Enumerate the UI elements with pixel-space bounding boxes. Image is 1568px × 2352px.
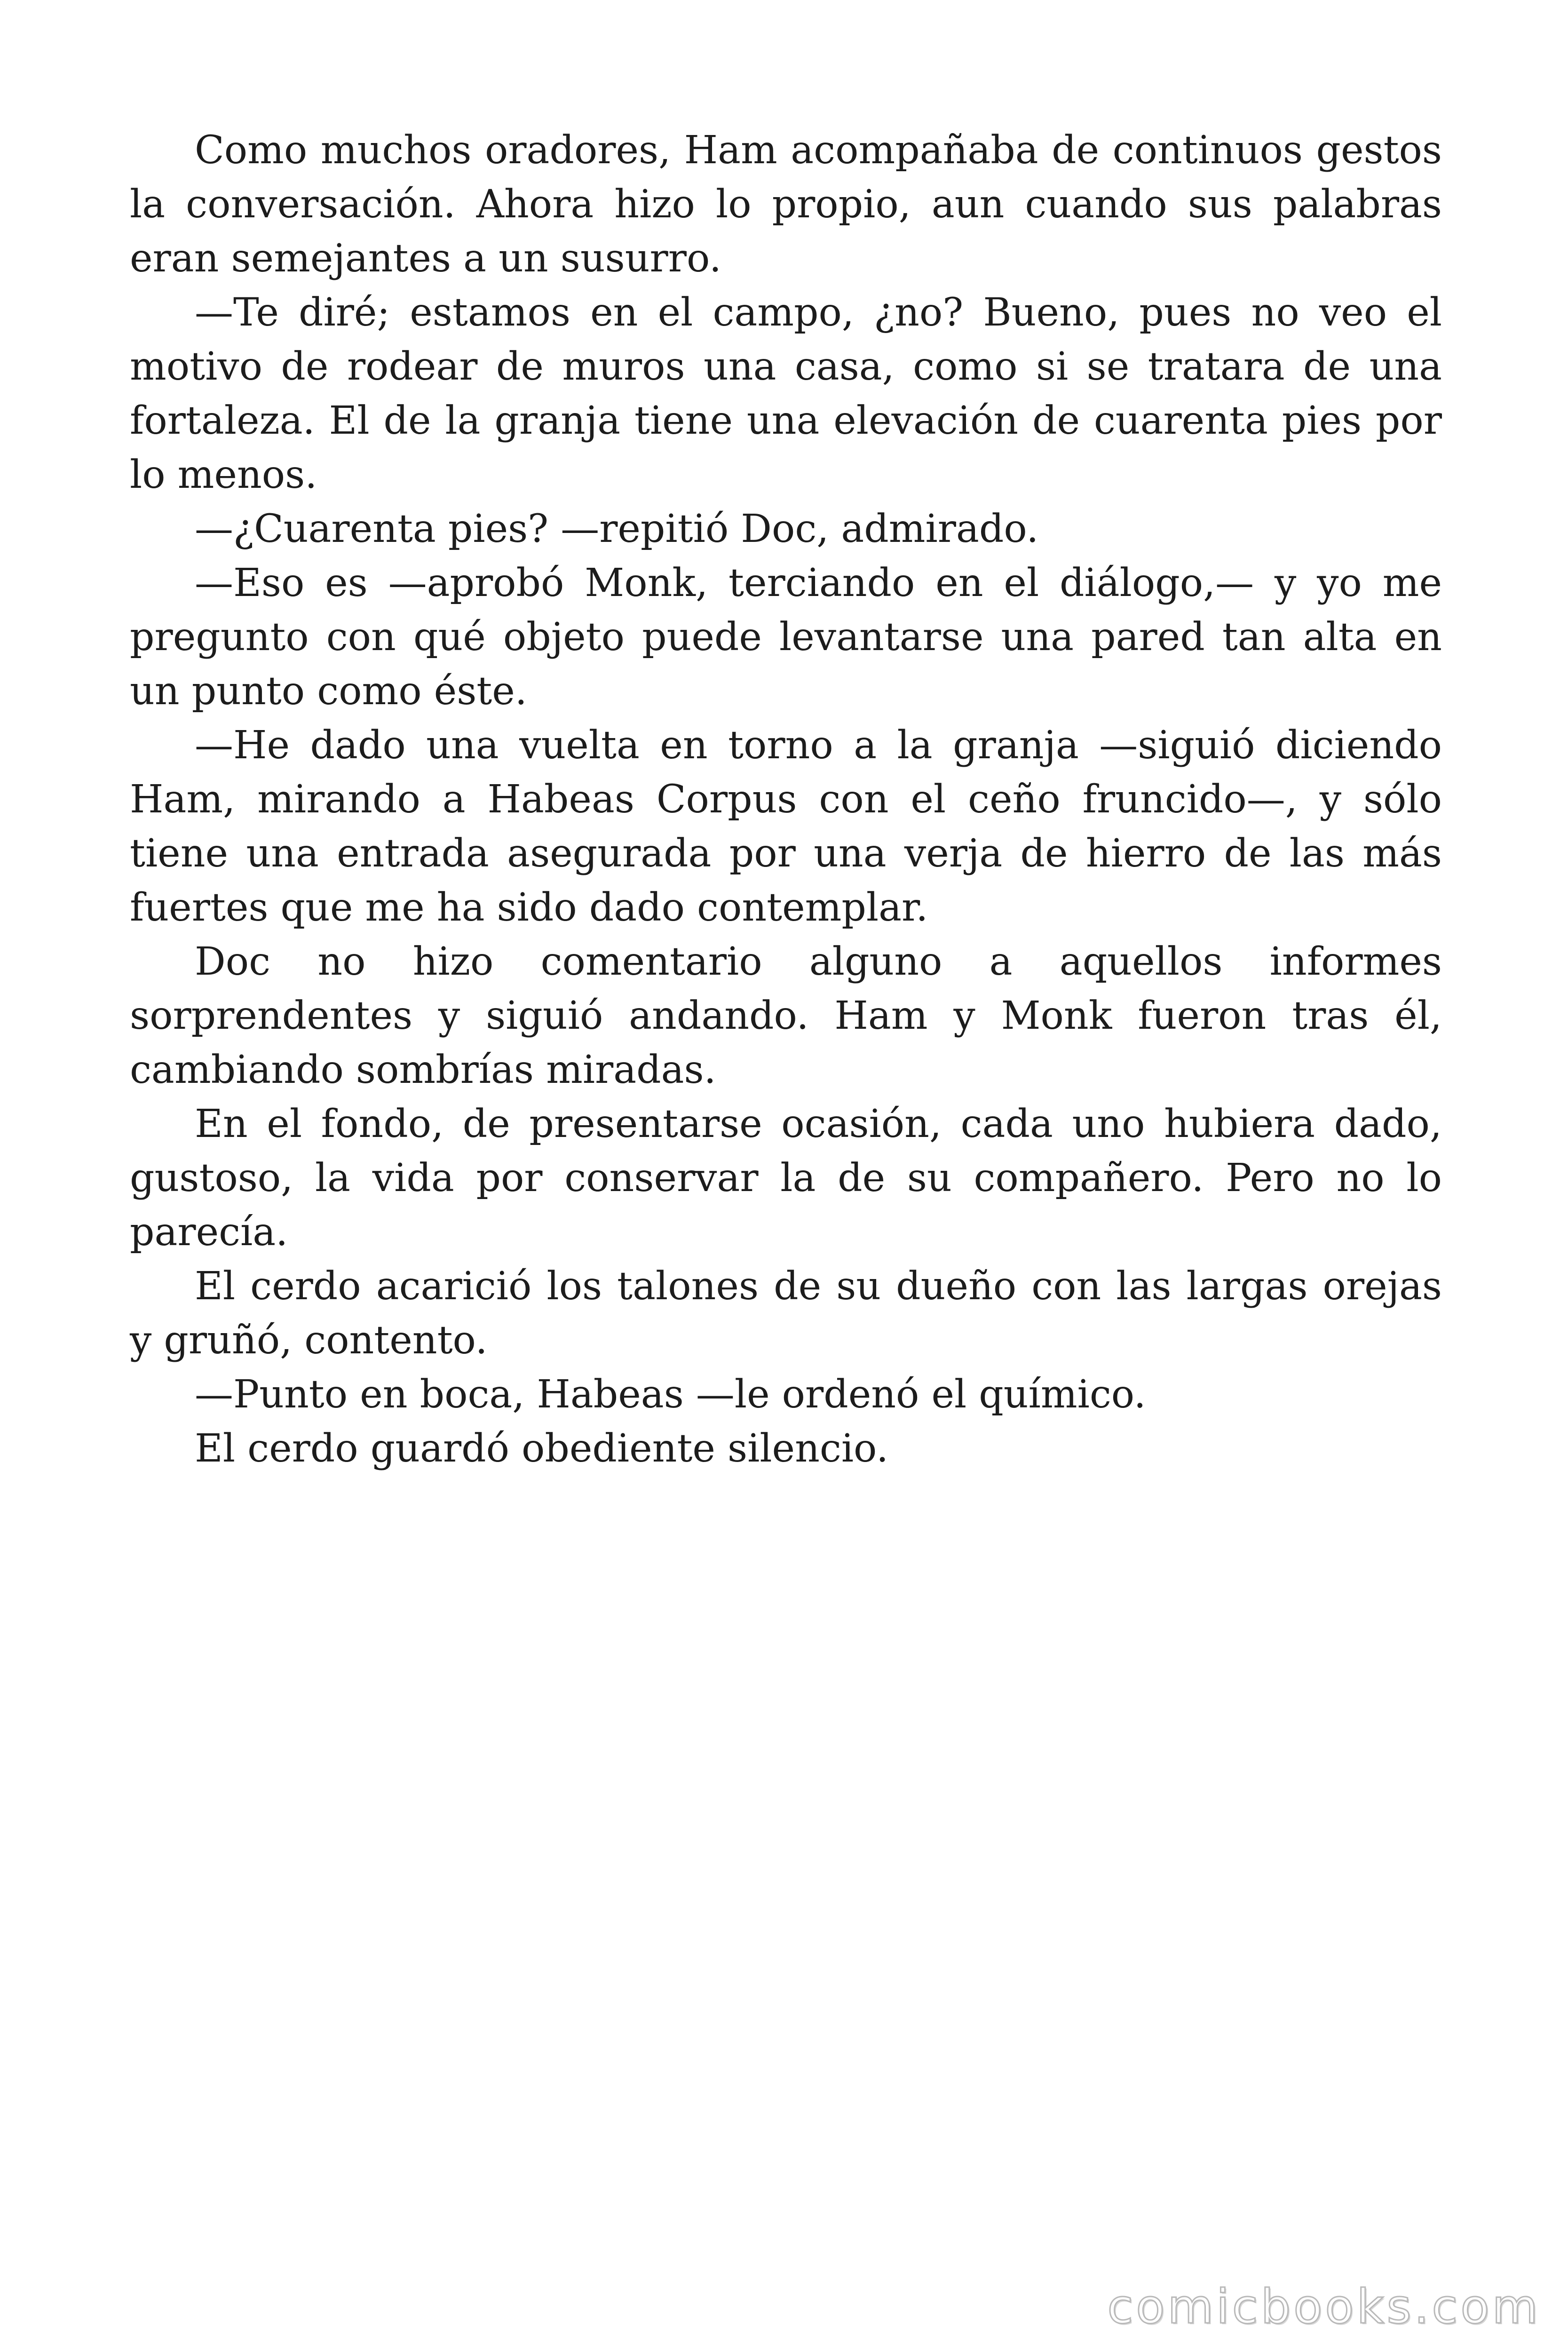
paragraph: —Eso es —aprobó Monk, terciando en el diálogo,— y yo me pregunto con qué objeto puede levantarse una pared tan alta en un punto como éste. [130, 561, 1442, 714]
paragraph: Doc no hizo comentario alguno a aquellos informes sorprendentes y siguió andando. Ham y Monk fueron tras él, cambiando sombrías miradas. [130, 939, 1442, 1092]
paragraph: Como muchos oradores, Ham acompañaba de continuos gestos la conversación. Ahora hizo lo propio, aun cuando sus palabras eran semejantes a un susurro. [130, 128, 1442, 281]
paragraph: El cerdo acarició los talones de su dueño con las largas orejas y gruñó, contento. [130, 1264, 1442, 1363]
paragraph: —Te diré; estamos en el campo, ¿no? Bueno, pues no veo el motivo de rodear de muros una casa, como si se tratara de una fortaleza. El de la granja tiene una elevación de cuarenta pies por lo menos. [130, 290, 1442, 497]
paragraph: —Punto en boca, Habeas —le ordenó el químico. [195, 1372, 1146, 1417]
paragraph: —¿Cuarenta pies? —repitió Doc, admirado. [195, 507, 1039, 551]
paragraph: En el fondo, de presentarse ocasión, cada uno hubiera dado, gustoso, la vida por conservar la de su compañero. Pero no lo parecía. [130, 1102, 1442, 1255]
paragraph: El cerdo guardó obediente silencio. [195, 1426, 889, 1471]
paragraph: —He dado una vuelta en torno a la granja —siguió diciendo Ham, mirando a Habeas Corpus con el ceño fruncido—, y sólo tiene una entrada asegurada por una verja de hierro de las más fuertes que me ha sido dado contemplar. [130, 723, 1442, 930]
watermark: comicbooks.com [1107, 2279, 1541, 2334]
body-text [130, 123, 1442, 1476]
